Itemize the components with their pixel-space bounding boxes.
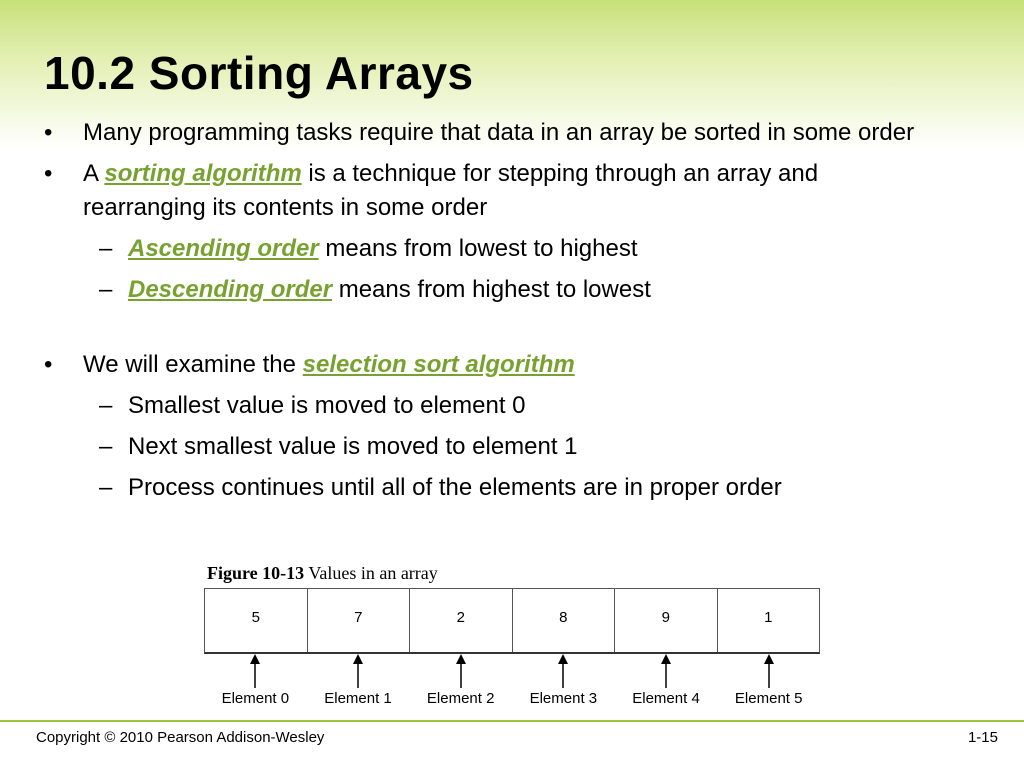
bullet-item: [44, 348, 944, 382]
element-pointer: [615, 654, 718, 714]
up-arrow-icon: [353, 654, 363, 688]
bullet-marker: •: [44, 119, 53, 146]
figure-caption-text: Values in an array: [308, 563, 438, 583]
sub-bullet-item: [44, 389, 944, 423]
sub-bullet-item: [44, 430, 944, 464]
bullet-text: Next smallest value is moved to element 1: [128, 433, 578, 460]
sub-bullet-item: [44, 232, 944, 266]
figure-caption: [207, 563, 438, 584]
footer-divider: [0, 720, 1024, 722]
bullet-text: means from highest to lowest: [332, 276, 651, 303]
sub-bullet-item: [44, 273, 944, 307]
array-cell: 7: [308, 589, 411, 652]
bullet-item: [44, 157, 944, 225]
bullet-text: A: [83, 160, 105, 187]
bullet-marker: •: [44, 160, 53, 187]
element-pointer: [512, 654, 615, 714]
array-cell: 5: [205, 589, 308, 652]
spacer: [44, 314, 944, 348]
element-labels: [204, 654, 820, 714]
up-arrow-icon: [661, 654, 671, 688]
term-sorting-algorithm: sorting algorithm: [104, 160, 302, 187]
bullet-list: [44, 116, 944, 512]
element-label: Element 1: [324, 690, 392, 707]
bullet-item: [44, 116, 944, 150]
slide-title: 10.2 Sorting Arrays: [44, 47, 474, 99]
array-diagram: [204, 588, 820, 654]
term-selection-sort: selection sort algorithm: [302, 351, 575, 378]
figure-label: Figure 10-13: [207, 563, 305, 583]
dash-marker: –: [99, 235, 113, 262]
array-cell: 1: [764, 609, 773, 626]
dash-marker: –: [99, 392, 113, 419]
up-arrow-icon: [764, 654, 774, 688]
array-cell: 9: [615, 589, 718, 652]
element-label: Element 5: [734, 690, 803, 707]
element-pointer: [717, 654, 820, 714]
array-cell: 8: [513, 589, 616, 652]
bullet-text: Many programming tasks require that data in an array be sorted in some order: [83, 119, 915, 146]
up-arrow-icon: [250, 654, 260, 688]
term-ascending-order: Ascending order: [128, 235, 319, 262]
copyright-notice: Copyright © 2010 Pearson Addison-Wesley: [36, 729, 325, 746]
array-cell: 2: [410, 589, 513, 652]
dash-marker: –: [99, 433, 113, 460]
bullet-text: Process continues until all of the elements are in proper order: [128, 474, 782, 501]
element-label: Element 2: [426, 690, 495, 707]
dash-marker: –: [99, 474, 113, 501]
dash-marker: –: [99, 276, 113, 303]
page-number: 1-15: [967, 729, 998, 746]
bullet-text: Smallest value is moved to element 0: [128, 392, 526, 419]
element-label: Element 4: [632, 690, 700, 707]
element-pointer: [204, 654, 307, 714]
bullet-text: is a technique for stepping through an array and rearranging its contents in some order: [83, 160, 819, 221]
bullet-marker: •: [44, 351, 53, 378]
element-label: Element 0: [221, 690, 290, 707]
term-descending-order: Descending order: [128, 276, 333, 303]
element-pointer: [307, 654, 410, 714]
element-label: Element 3: [529, 690, 598, 707]
up-arrow-icon: [456, 654, 466, 688]
up-arrow-icon: [558, 654, 568, 688]
sub-bullet-item: [44, 471, 944, 505]
bullet-text: means from lowest to highest: [318, 235, 638, 262]
element-pointer: [409, 654, 512, 714]
bullet-text: We will examine the: [83, 351, 303, 378]
